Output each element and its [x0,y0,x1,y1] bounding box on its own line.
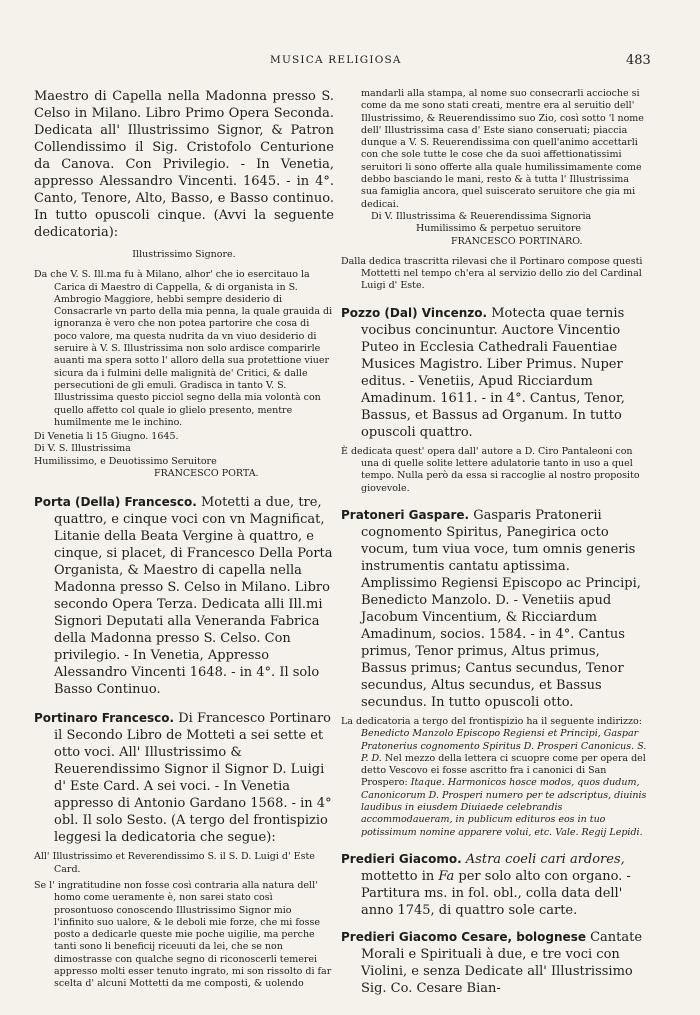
running-title: MUSICA RELIGIOSA [270,54,402,66]
signature: FRANCESCO PORTINARO. [451,235,583,247]
page-number: 483 [626,53,651,68]
dedication-text: Da che V. S. Ill.ma fu à Milano, alhor' che io esercitauo la Carica di Maestro di Cappella, & di organista in S. Ambrogio Maggiore, hebbi sempre desiderio di Consacrarle vn parto della mia penna, la quale grauida di ignoranza è vero che non potea partorire che cosa di poco valore, ma questa nudrita da vn viuo desiderio di seruire à V. S. Illustrissima non solo ardisce comparirle auanti ma spera sotto l' alloro della sua protettione viuer sicura da i fulmini delle malignità de' Critici, & dalle persecutioni de gli emuli. Gradisca in tanto V. S. Illustrissima questo picciol segno della mia volontà con quello affetto col quale io glielo presento, mentre humilmente me le inchino. [34,269,333,428]
closing-line: Humilissimo & perpetuo seruitore [416,223,582,235]
entry-title: Astra coeli cari ardores, [465,851,625,867]
entry-headword: Pratoneri Gaspare. [341,507,470,522]
entry-pozzo [341,305,647,441]
editor-note: Dalla dedica trascritta rilevasi che il Portinaro compose questi Mottetti nel tempo ch'era al servizio dello zio del Cardinal Luigi d' Este. [341,255,643,292]
entry-text: Di Francesco Portinaro il Secondo Libro de Motteti a sei sette et otto voci. All' Illustrissimo & Reuerendissimo Signor il Signor D. Luigi d' Este Card. A sei voci. - In Venetia appresso di Antonio Gardano 1568. - in 4° obl. Il solo Sesto. (A tergo del frontispizio leggesi la dedicatoria che segue): [54,711,332,846]
running-header [0,54,700,70]
left-column [34,88,334,991]
signature: FRANCESCO PORTA. [154,468,259,480]
note-quote: Itaque. Harmonicos hosce modos, quos dudum, Canonicorum D. Prosperi numero per te adscriptus, diuinis laudibus in eiusdem Diuiaede celebrandis accommodaueram, in publicum edituros eos in tuo potissimum nomine apparere volui, etc. Vale. Regij Lepidi. [361,777,647,838]
entry-predieri-giacomo [341,851,647,919]
closing-line: Di V. S. Illustrissima [34,443,131,455]
entry-portinaro [34,710,334,846]
note-quote: Benedicto Manzolo Episcopo Regiensi et Principi, Gaspar Pratonerius cognomento Spiritus D. Prosperi Canonicus. S. P. D. [361,728,647,764]
note-text: Nel mezzo della lettera ci scuopre come per opera del detto Vescovo ei fosse ascritto fra i canonici di San Prospero: [361,752,646,789]
entry-continuation: Maestro di Capella nella Madonna presso S. Celso in Milano. Libro Primo Opera Seconda. Dedicata all' Illustrissimo Signor, & Patron Collendissimo il Sig. Cristofolo Centurione da Canova. Con Privilegio. - In Venetia, appresso Alessandro Vincenti. 1645. - in 4°. Canto, Tenore, Alto, Basso, e Basso continuo. In tutto opuscoli cinque. (Avvi la seguente dedicatoria): [34,89,334,240]
editor-note: È dedicata quest' opera dall' autore a D. Ciro Pantaleoni con una di quelle solite lettere adulatorie tanto in uso a quel tempo. Nulla però da essa si raccoglie al nostro proposito giovevole. [341,445,640,494]
editor-note [341,716,647,839]
entry-text: Gasparis Pratonerii cognomento Spiritus, Panegirica octo vocum, tum viua voce, tum omnis generis instrumentis cantatu aptissima. Amplissimo Regiensi Episcopo ac Principi, Benedicto Manzolo. D. - Venetiis apud Jacobum Vincentium, & Ricciardum Amadinum, socios. 1584. - in 4°. Cantus primus, Tenor primus, Altus primus, Bassus primus; Cantus secundus, Tenor secundus, Altus secundus, et Bassus secundus. In tutto opuscoli otto. [361,507,641,710]
entry-pratoneri [341,507,647,711]
entry-headword: Porta (Della) Francesco. [34,495,197,510]
entry-text: per solo alto con organo. - Partitura ms. in fol. obl., colla data dell' anno 1745, di quattro sole carte. [361,868,631,918]
entry-headword: Portinaro Francesco. [34,711,175,726]
entry-headword: Predieri Giacomo Cesare, bolognese [341,929,586,944]
entry-text: Motecta quae ternis vocibus concinuntur. Auctore Vincentio Puteo in Ecclesia Cathedrali Fauentiae Musices Magistro. Liber Primus. Nuper editus. - Venetiis, Apud Ricciardum Amadinum. 1611. - in 4°. Cantus, Tenor, Bassus, et Bassus ad Organum. In tutto opuscoli quattro. [361,305,625,440]
entry-text: mottetto in [361,868,435,884]
note-text: La dedicatoria a tergo del frontispizio ha il seguente indirizzo: [341,715,642,727]
dedication-text: Se l' ingratitudine non fosse così contraria alla natura dell' homo come ueramente è, non sarei stato così prosontuoso conoscendo Illustrissimo Signor mio l'infinito suo ualore, & le deboli mie forze, che mi fosse posto a dedicarle queste mie poche uigilie, ma perche tanti sono li beneficij riceuuti da lei, che se non dimostrasse con qualche segno di riconoscerli temerei appresso molti esser tenuto ingrato, mi son rissolto di far scelta d' alcuni Mottetti da me composti, & uolendo [34,879,332,990]
entry-text: Cantate Morali e Spirituali à due, e tre voci con Violini, e senza Dedicate all' Illustrissimo Sig. Co. Cesare Bian- [361,929,643,996]
closing-line: Di V. Illustrissima & Reuerendissima Signoria [371,210,592,222]
salutation: Illustrissimo Signore. [132,249,236,260]
dedication-address: All' Illustrissimo et Reverendissimo S. il S. D. Luigi d' Este Card. [34,851,315,875]
entry-text: Motetti a due, tre, quattro, e cinque voci con vn Magnificat, Litanie della Beata Vergine à quattro, e cinque, si placet, di Francesco Della Porta Organista, & Maestro di capella nella Madonna presso S. Celso in Milano. Libro secondo Opera Terza. Dedicata alli Ill.mi Signori Deputati alla Veneranda Fabrica della Madonna presso S. Celso. Con privilegio. - In Venetia, Appresso Alessandro Vincenti 1648. - in 4°. Il solo Basso Continuo. [54,495,333,698]
entry-headword: Pozzo (Dal) Vincenzo. [341,305,488,320]
entry-headword: Predieri Giacomo. [341,851,462,866]
dedication-continuation: mandarli alla stampa, al nome suo consecrarli accioche si come da me sono stati creati, mentre era al seruitio dell' Illustrissimo, & Reuerendissimo suo Zio, così sotto 'l nome dell' Illustrissima casa d' Este siano conseruati; piaccia dunque a V. S. Reuerendissima con quell'animo accettarli con che sole tutte le cose che da suoi affettionatissimi seruitori li sono offerte alla quale humilissimamente come debbo basciando le mani, resto & à tutta l' Illustrissima sua famiglia ancora, quel suiscerato seruitore che gia mi dedicai. [361,88,644,210]
entry-predieri-giacomo-cesare [341,929,647,997]
right-column [341,88,647,997]
entry-key: Fa [438,868,455,884]
date-line: Di Venetia li 15 Giugno. 1645. [34,431,179,443]
closing-line: Humilissimo, e Deuotissimo Seruitore [34,455,217,467]
entry-porta [34,494,334,698]
